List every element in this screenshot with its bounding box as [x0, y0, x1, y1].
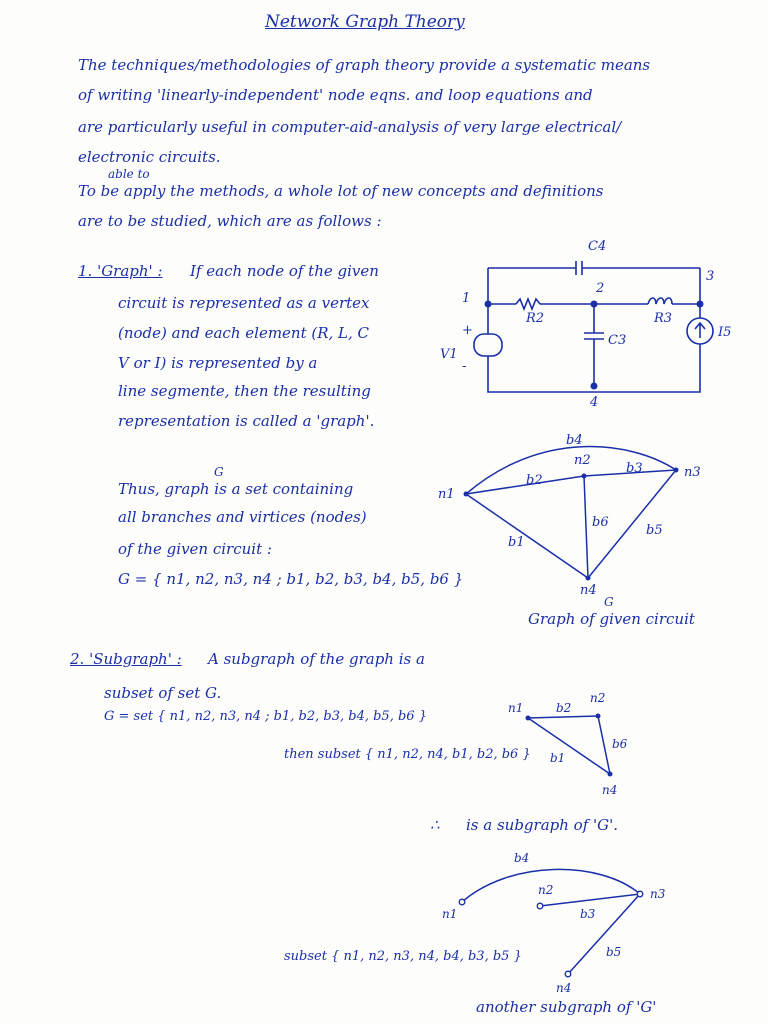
- label-node-2: 2: [596, 281, 605, 296]
- graph-set-definition: G = { n1, n2, n3, n4 ; b1, b2, b3, b4, b5, b6 }: [118, 570, 464, 588]
- subgraph-2-node-n1: [459, 899, 465, 905]
- graph-marker: G: [214, 465, 224, 479]
- subgraph-2-label-n1: n1: [442, 907, 458, 921]
- intro-line-3: are particularly useful in computer-aid-analysis of very large electrical/: [78, 118, 622, 136]
- branch-b6: [584, 476, 588, 578]
- thus-line-3: of the given circuit :: [118, 540, 272, 558]
- graph-label-n1: n1: [438, 487, 455, 502]
- circuit-node-1: [485, 301, 492, 308]
- circuit-node-4: [591, 383, 598, 390]
- branch-b4: [466, 447, 676, 494]
- page-title: Network Graph Theory: [265, 12, 465, 32]
- section-1-line: V or I) is represented by a: [118, 354, 318, 372]
- subgraph-1-label-b6: b6: [612, 737, 628, 751]
- resistor-r2: [516, 299, 540, 309]
- another-subgraph: another subgraph of 'G': [476, 998, 657, 1016]
- voltage-source-v1: [474, 334, 502, 356]
- subgraph-2-label-b3: b3: [580, 907, 596, 921]
- graph-label-n4: n4: [580, 583, 597, 598]
- current-arrow-icon: [695, 323, 705, 338]
- intro-insert: able to: [108, 167, 150, 181]
- graph-label-n3: n3: [684, 465, 701, 480]
- section-1-line: line segmente, then the resulting: [118, 382, 371, 400]
- intro-line-6: are to be studied, which are as follows :: [78, 212, 382, 230]
- subgraph-2-branch-b4: [462, 869, 640, 902]
- subgraph-2-label-n3: n3: [650, 887, 666, 901]
- subgraph-2-label-b4: b4: [514, 851, 530, 865]
- subgraph-2-label-n4: n4: [556, 981, 572, 995]
- branch-b1: [466, 494, 588, 578]
- label-c4: C4: [588, 239, 607, 254]
- graph-label-b2: b2: [526, 473, 543, 488]
- thus-line-2: all branches and virtices (nodes): [118, 508, 367, 526]
- section-2-line-3: G = set { n1, n2, n3, n4 ; b1, b2, b3, b4, b5, b6 }: [104, 709, 427, 724]
- section-1-line: If each node of the given: [190, 262, 379, 280]
- subgraph-1-label-b1: b1: [550, 751, 566, 765]
- section-2-line-2: subset of set G.: [104, 684, 222, 702]
- subgraph-2-branch-b3: [540, 894, 640, 906]
- label-node-4: 4: [590, 395, 599, 410]
- label-i5: I5: [718, 325, 732, 340]
- thus-line-1: Thus, graph is a set containing: [118, 480, 354, 498]
- subgraph-2-node-n4: [565, 971, 571, 977]
- graph-label-b6: b6: [592, 515, 609, 530]
- subgraph-1-node-n4: [608, 772, 613, 777]
- section-2-line-1: A subgraph of the graph is a: [208, 650, 425, 668]
- circuit-node-3: [697, 301, 704, 308]
- graph-node-n1: [464, 492, 469, 497]
- subgraph-1-branch-b2: [528, 716, 598, 718]
- subgraph-1-label-b2: b2: [556, 701, 572, 715]
- circuit-node-2: [591, 301, 598, 308]
- subgraph-2-label-b5: b5: [606, 945, 622, 959]
- section-1-line: circuit is represented as a vertex: [118, 294, 370, 312]
- subgraph-1-label-n1: n1: [508, 701, 524, 715]
- subgraph-2-branch-b5: [568, 894, 640, 974]
- intro-line-1: The techniques/methodologies of graph theory provide a systematic means: [78, 56, 651, 74]
- label-r2: R2: [526, 311, 545, 326]
- subgraph-1-branch-b1: [528, 718, 610, 774]
- circuit-wire: [594, 344, 700, 392]
- graph-label-b1: b1: [508, 535, 525, 550]
- subgraph-2-node-n2: [537, 903, 543, 909]
- caption-marker: G: [604, 595, 614, 609]
- subgraph-1-label-n4: n4: [602, 783, 618, 797]
- subgraph-1-node-n1: [526, 716, 531, 721]
- label-node-3: 3: [706, 269, 715, 284]
- therefore-symbol: ∴: [430, 816, 440, 834]
- intro-line-4: electronic circuits.: [78, 148, 221, 166]
- graph-node-n3: [674, 468, 679, 473]
- section-2-heading: 2. 'Subgraph' :: [70, 650, 182, 668]
- inductor-r3: [648, 298, 672, 304]
- subgraph-2-node-n3: [637, 891, 643, 897]
- label-node-1: 1: [462, 291, 471, 306]
- label-minus: -: [462, 359, 467, 374]
- label-plus: +: [462, 323, 473, 338]
- label-v1: V1: [440, 347, 458, 362]
- branch-b2: [466, 476, 584, 494]
- subset-2: subset { n1, n2, n3, n4, b4, b3, b5 }: [284, 949, 522, 964]
- label-r3: R3: [654, 311, 673, 326]
- circuit-wire: [488, 356, 594, 392]
- section-1-line: (node) and each element (R, L, C: [118, 324, 370, 342]
- section-1-line: representation is called a 'graph'.: [118, 412, 375, 430]
- graph-label-b3: b3: [626, 461, 643, 476]
- branch-b3: [584, 470, 676, 476]
- graph-caption: Graph of given circuit: [528, 610, 695, 628]
- section-1-heading: 1. 'Graph' :: [78, 262, 163, 280]
- subgraph-1-branch-b6: [598, 716, 610, 774]
- subgraph-2-label-n2: n2: [538, 883, 554, 897]
- graph-label-b4: b4: [566, 433, 583, 448]
- intro-line-2: of writing 'linearly-independent' node eqns. and loop equations and: [78, 86, 593, 104]
- branch-b5: [588, 470, 676, 578]
- graph-label-b5: b5: [646, 523, 663, 538]
- graph-node-n4: [586, 576, 591, 581]
- graph-node-n2: [582, 474, 587, 479]
- is-subgraph: is a subgraph of 'G'.: [466, 816, 619, 834]
- subgraph-1-label-n2: n2: [590, 691, 606, 705]
- intro-line-5: To be apply the methods, a whole lot of new concepts and definitions: [78, 182, 604, 200]
- subgraph-1-node-n2: [596, 714, 601, 719]
- graph-label-n2: n2: [574, 453, 591, 468]
- then-subset: then subset { n1, n2, n4, b1, b2, b6 }: [284, 747, 531, 762]
- label-c3: C3: [608, 333, 627, 348]
- current-source-i5: [687, 318, 713, 344]
